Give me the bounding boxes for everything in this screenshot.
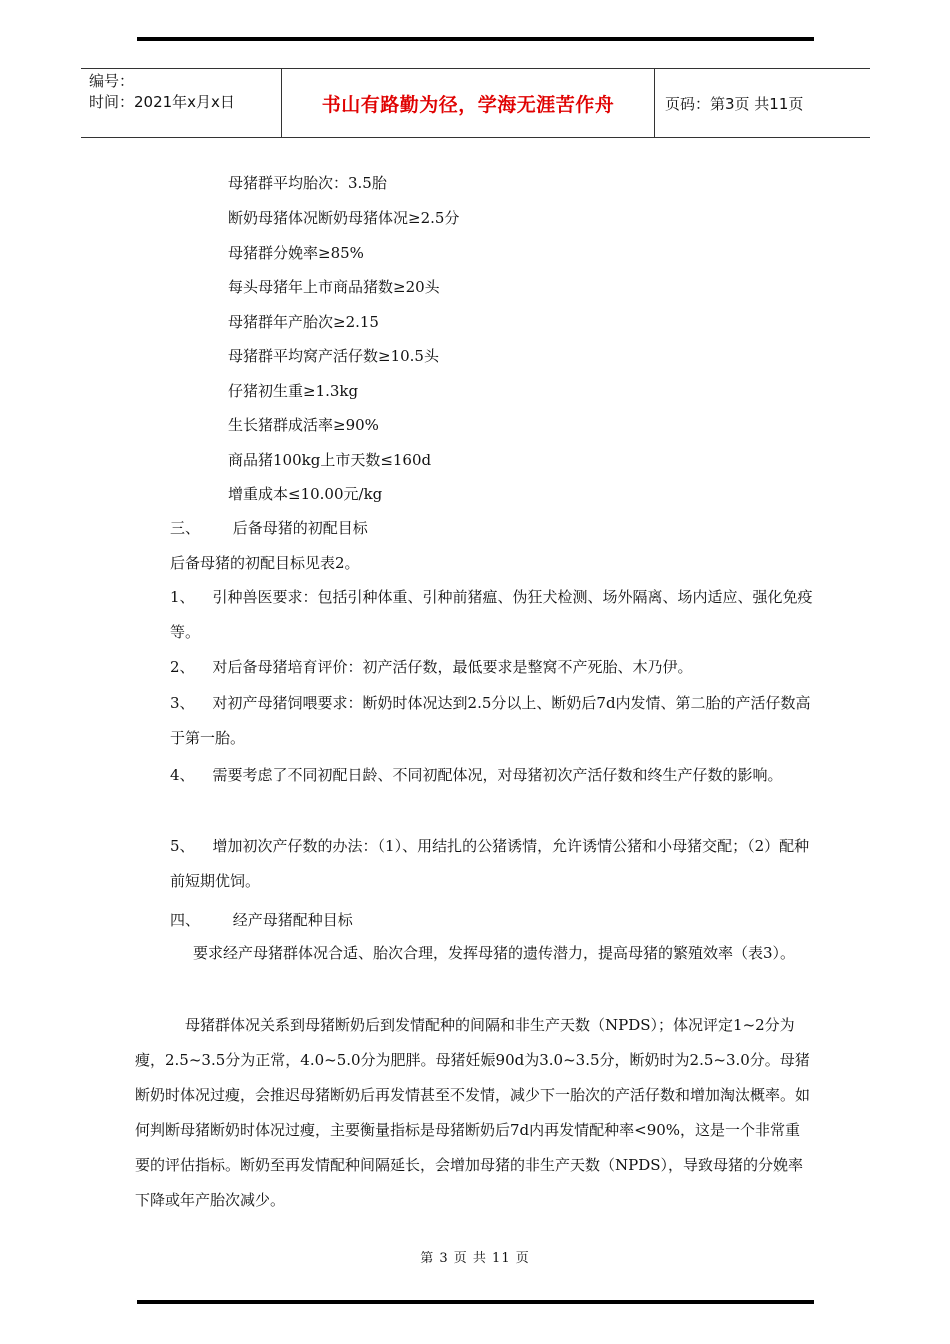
section-title: 经产母猪配种目标 bbox=[232, 911, 353, 929]
header-meta bbox=[81, 69, 281, 137]
list-item bbox=[170, 650, 820, 685]
header-motto: 书山有路勤为径，学海无涯苦作舟 bbox=[281, 69, 655, 137]
number-label: 编号： bbox=[89, 72, 135, 90]
section4-paragraph-1: 要求经产母猪群体况合适、胎次合理，发挥母猪的遗传潜力，提高母猪的繁殖效率（表3）。 bbox=[193, 944, 796, 962]
top-rule bbox=[137, 37, 814, 41]
item-number: 1、 bbox=[170, 588, 195, 606]
bottom-rule bbox=[137, 1300, 814, 1304]
section-number: 三、 bbox=[170, 519, 201, 537]
item-number: 4、 bbox=[170, 766, 195, 784]
item-text: 引种兽医要求：包括引种体重、引种前猪瘟、伪狂犬检测、场外隔离、场内适应、强化免疫等。 bbox=[170, 588, 813, 641]
target-line: 生长猪群成活率≥90% bbox=[228, 416, 379, 434]
target-line: 仔猪初生重≥1.3kg bbox=[228, 382, 359, 400]
item-number: 5、 bbox=[170, 837, 195, 855]
item-number: 2、 bbox=[170, 658, 195, 676]
section3-heading bbox=[170, 517, 368, 538]
section4-paragraph-2: 母猪群体况关系到母猪断奶后到发情配种的间隔和非生产天数（NPDS）；体况评定1~2分为瘦，2.5~3.5分为正常，4.0~5.0分为肥胖。母猪妊娠90d为3.0~3.5分，断奶时为2.5~3.0分。母猪断奶时体况过瘦，会推迟母猪断奶后再发情甚至不发情，减少下一胎次的产活仔数和增加淘汰概率。如何判断母猪断奶时体况过瘦，主要衡量指标是母猪断奶后7d内再发情配种率<90%，这是一个非常重要的评估指标。断奶至再发情配种间隔延长，会增加母猪的非生产天数（NPDS），导致母猪的分娩率下降或年产胎次减少。 bbox=[135, 1016, 811, 1209]
section4-heading bbox=[170, 909, 353, 930]
item-text: 对初产母猪饲喂要求：断奶时体况达到2.5分以上、断奶后7d内发情、第二胎的产活仔数高于第一胎。 bbox=[170, 694, 811, 747]
header-page-info: 页码：第3页 共11页 bbox=[665, 94, 804, 113]
target-line: 每头母猪年上市商品猪数≥20头 bbox=[228, 278, 440, 296]
section-number: 四、 bbox=[170, 911, 201, 929]
target-line: 母猪群平均窝产活仔数≥10.5头 bbox=[228, 347, 439, 365]
item-text: 需要考虑了不同初配日龄、不同初配体况，对母猪初次产活仔数和终生产仔数的影响。 bbox=[212, 766, 783, 784]
item-number: 3、 bbox=[170, 694, 195, 712]
page-header bbox=[81, 68, 870, 138]
list-item bbox=[170, 686, 820, 756]
target-line: 断奶母猪体况断奶母猪体况≥2.5分 bbox=[228, 209, 460, 227]
list-item bbox=[170, 758, 820, 793]
section-title: 后备母猪的初配目标 bbox=[232, 519, 368, 537]
target-line: 增重成本≤10.00元/kg bbox=[228, 485, 383, 503]
item-text: 对后备母猪培育评价：初产活仔数，最低要求是整窝不产死胎、木乃伊。 bbox=[212, 658, 693, 676]
item-text: 增加初次产仔数的办法：（1）、用结扎的公猪诱情，允许诱情公猪和小母猪交配；（2）配种前短期优饲。 bbox=[170, 837, 810, 890]
target-line: 母猪群年产胎次≥2.15 bbox=[228, 313, 379, 331]
target-line: 母猪群分娩率≥85% bbox=[228, 244, 364, 262]
list-item bbox=[170, 580, 820, 650]
target-line: 商品猪100kg上市天数≤160d bbox=[228, 451, 432, 469]
target-line: 母猪群平均胎次：3.5胎 bbox=[228, 174, 387, 192]
page-footer: 第 3 页 共 11 页 bbox=[420, 1251, 530, 1266]
section3-intro: 后备母猪的初配目标见表2。 bbox=[170, 554, 360, 572]
list-item bbox=[170, 829, 820, 899]
date-label: 时间：2021年x月x日 bbox=[89, 93, 235, 111]
